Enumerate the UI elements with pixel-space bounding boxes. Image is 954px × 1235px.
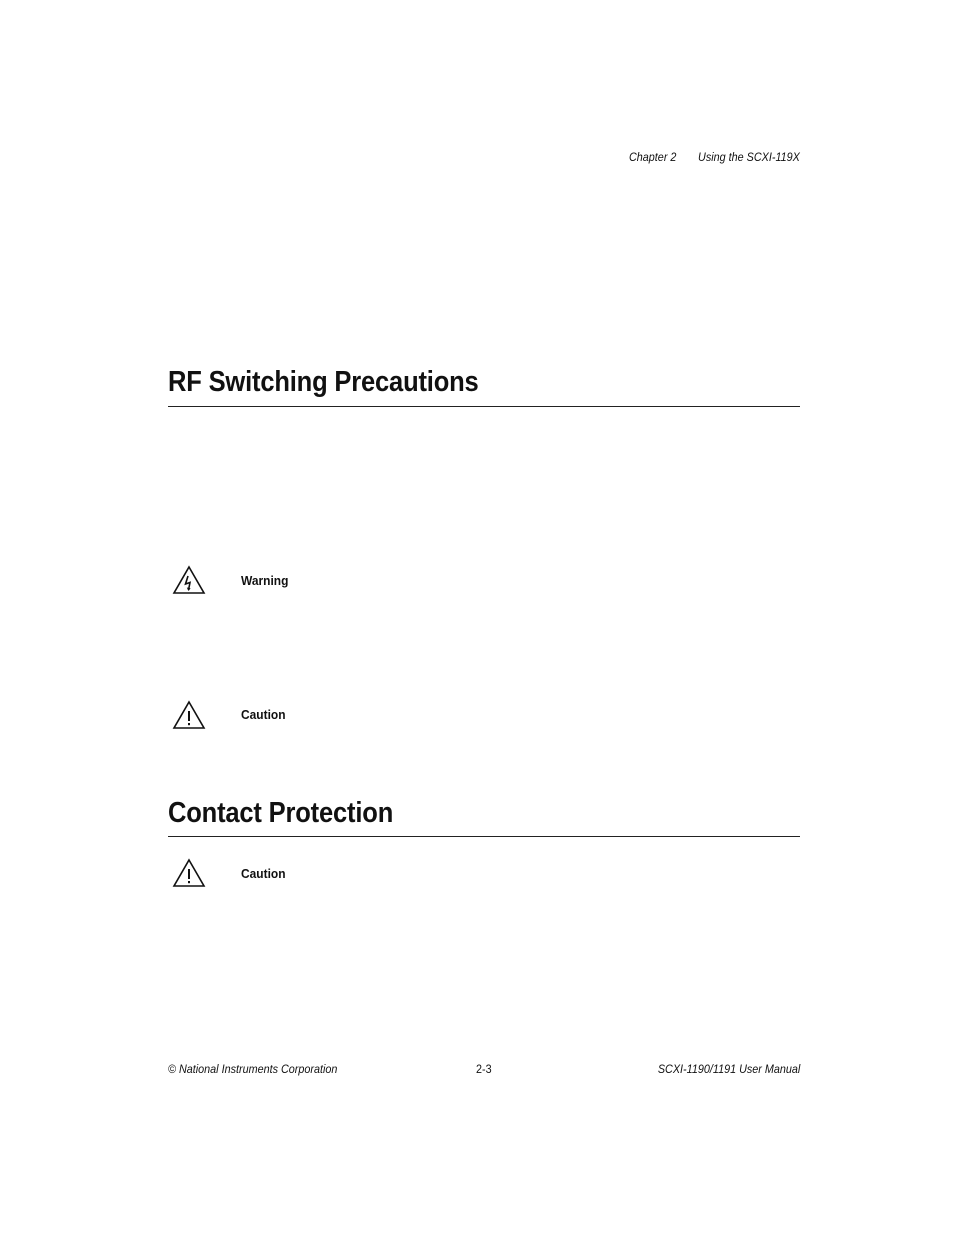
section-rule [168,836,800,837]
electrical-hazard-icon [172,565,206,595]
section-title-contact-protection: Contact Protection [168,797,394,829]
running-head [629,150,800,164]
warning-label: Warning [241,573,289,588]
page-number: 2-3 [476,1062,492,1076]
caution-label: Caution [241,866,286,881]
chapter-number: Chapter 2 [629,150,677,164]
caution-label: Caution [241,707,286,722]
footer-copyright: © National Instruments Corporation [168,1062,338,1076]
manual-title: SCXI-1190/1191 User Manual [657,1062,800,1076]
chapter-title: Using the SCXI-119X [698,150,800,164]
caution-icon [172,858,206,888]
caution-icon [172,700,206,730]
section-rule [168,406,800,407]
section-title-rf-switching: RF Switching Precautions [168,366,479,398]
